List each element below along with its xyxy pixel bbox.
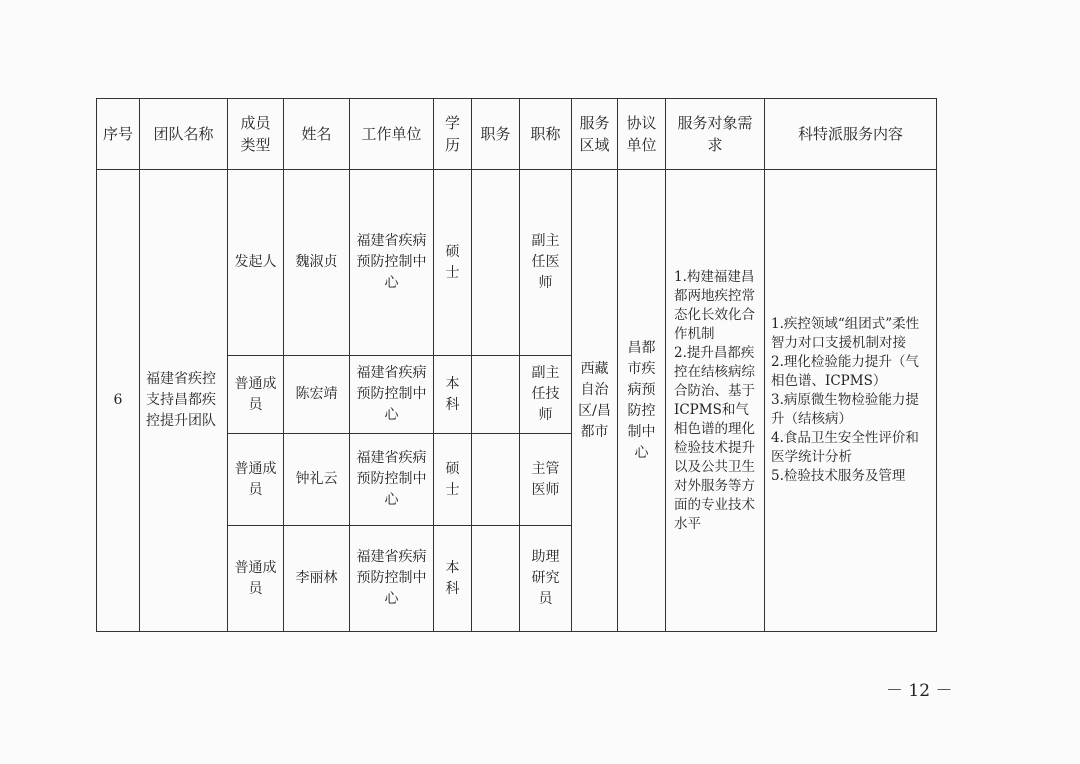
member-post: [472, 356, 520, 434]
member-employer: 福建省疾病预防控制中心: [350, 526, 434, 632]
header-name: 姓名: [284, 99, 350, 170]
member-employer: 福建省疾病预防控制中心: [350, 434, 434, 526]
table-header-row: [97, 99, 937, 170]
header-team: 团队名称: [140, 99, 228, 170]
member-title: 副主任技师: [520, 356, 572, 434]
content-item: 5.检验技术服务及管理: [771, 468, 906, 484]
member-education: 本科: [434, 356, 472, 434]
header-post: 职务: [472, 99, 520, 170]
member-employer: 福建省疾病预防控制中心: [350, 356, 434, 434]
team-name: 福建省疾控支持昌都疾控提升团队: [140, 170, 228, 632]
member-type: 普通成员: [228, 526, 284, 632]
member-post: [472, 170, 520, 356]
service-region: 西藏自治区/昌都市: [572, 170, 618, 632]
needs-item: 2.提升昌都疾控在结核病综合防治、基于ICPMS和气相色谱的理化检验技术提升以及公共卫生对外服务等方面的专业技术水平: [674, 344, 755, 532]
member-post: [472, 526, 520, 632]
service-needs: [666, 170, 765, 632]
member-title: 副主任医师: [520, 170, 572, 356]
member-title: 助理研究员: [520, 526, 572, 632]
member-name: 魏淑贞: [284, 170, 350, 356]
header-title: 职称: [520, 99, 572, 170]
team-seq: 6: [97, 170, 140, 632]
member-name: 陈宏靖: [284, 356, 350, 434]
member-name: 李丽林: [284, 526, 350, 632]
member-education: 硕士: [434, 170, 472, 356]
member-post: [472, 434, 520, 526]
service-content: [765, 170, 937, 632]
table-row: [97, 170, 937, 356]
member-employer: 福建省疾病预防控制中心: [350, 170, 434, 356]
member-title: 主管医师: [520, 434, 572, 526]
page-number: － 12 －: [886, 681, 953, 701]
content-item: 2.理化检验能力提升（气相色谱、ICPMS）: [771, 354, 919, 389]
header-needs: 服务对象需求: [666, 99, 765, 170]
member-type: 普通成员: [228, 356, 284, 434]
member-education: 本科: [434, 526, 472, 632]
member-name: 钟礼云: [284, 434, 350, 526]
header-seq: 序号: [97, 99, 140, 170]
header-employer: 工作单位: [350, 99, 434, 170]
needs-item: 1.构建福建昌都两地疾控常态化长效化合作机制: [674, 268, 755, 342]
team-table: [96, 98, 937, 632]
member-education: 硕士: [434, 434, 472, 526]
member-type: 发起人: [228, 170, 284, 356]
member-type: 普通成员: [228, 434, 284, 526]
header-member-type: 成员类型: [228, 99, 284, 170]
header-content: 科特派服务内容: [765, 99, 937, 170]
partner-unit: 昌都市疾病预防控制中心: [618, 170, 666, 632]
header-region: 服务区域: [572, 99, 618, 170]
content-item: 4.食品卫生安全性评价和医学统计分析: [771, 430, 919, 465]
content-item: 3.病原微生物检验能力提升（结核病）: [771, 392, 919, 427]
header-partner: 协议单位: [618, 99, 666, 170]
header-education: 学历: [434, 99, 472, 170]
content-item: 1.疾控领域“组团式”柔性智力对口支援机制对接: [771, 316, 920, 351]
